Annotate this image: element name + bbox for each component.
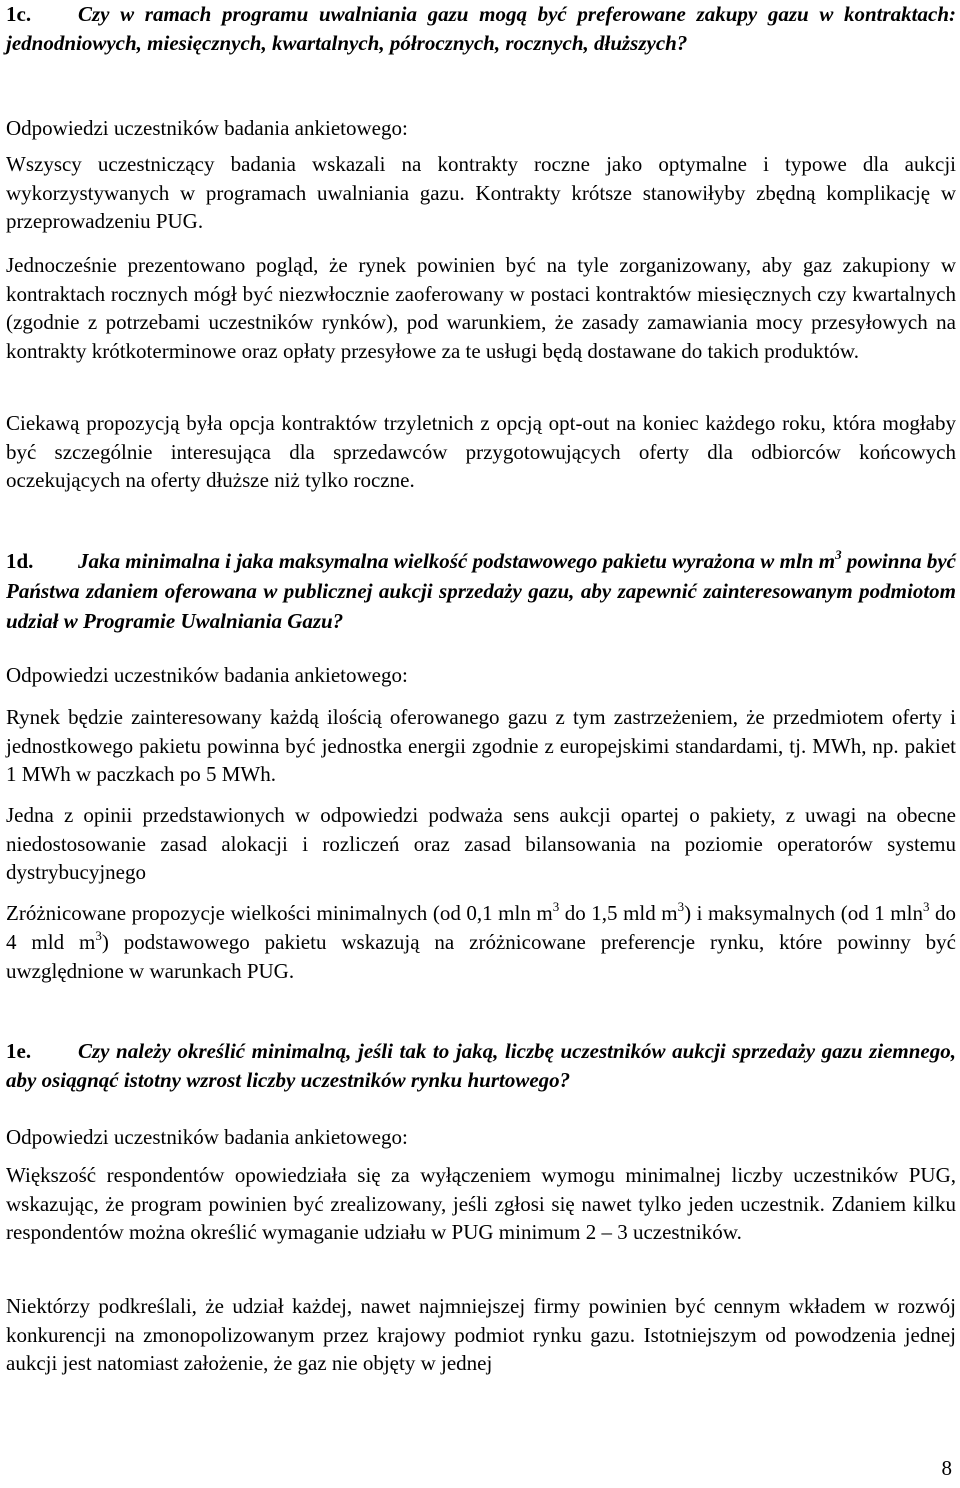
page-number: 8 [941,1456,952,1480]
question-number: 1e. [6,1039,32,1063]
answer-paragraph: Rynek będzie zainteresowany każdą ilością oferowanego gazu z tym zastrzeżeniem, że przedmiotem oferty i jednostkowego pakietu powinna być jednostka energii zgodnie z europejskimi standardami, tj. MWh, np. pakiet 1 MWh w paczkach po 5 MWh. [6,705,956,786]
answer-paragraph [6,899,956,986]
question-number: 1d. [6,549,34,573]
answer-paragraph: Jedna z opinii przedstawionych w odpowiedzi podważa sens aukcji opartej o pakiety, z uwagi na obecne niedostosowanie zasad alokacji i rozliczeń oraz zasad bilansowania na poziomie operatorów systemu dystrybucyjnego [6,803,956,884]
question-text: Czy w ramach programu uwalniania gazu mogą być preferowane zakupy gazu w kontraktach: jednodniowych, miesięcznych, kwartalnych, półrocznych, rocznych, dłuższych? [6,2,956,55]
question-text: powinna być Państwa zdaniem oferowana w publicznej aukcji sprzedaży gazu, aby zapewnić zainteresowanym podmiotom udział w Programie Uwalniania Gazu? [6,549,956,633]
answer-paragraph: Ciekawą propozycją była opcja kontraktów trzyletnich z opcją opt-out na koniec każdego roku, która mogłaby być szczególnie interesująca dla sprzedawców przygotowujących oferty dla odbiorców końcowych oczekujących na oferty dłuższe niż tylko roczne. [6,411,956,492]
question-1c [6,0,956,57]
text-run: do 1,5 mld m [559,901,678,925]
text-run: ) i maksymalnych (od 1 mln [684,901,923,925]
text-run: ) podstawowego pakietu wskazują na zróżnicowane preferencje rynku, które powinny być uwzględnione w warunkach PUG. [6,930,956,983]
answers-header: Odpowiedzi uczestników badania ankietowego: [6,663,408,687]
answer-paragraph: Jednocześnie prezentowano pogląd, że rynek powinien być na tyle zorganizowany, aby gaz zakupiony w kontraktach rocznych mógł być niezwłocznie zaoferowany w postaci kontraktów miesięcznych czy kwartalnych (zgodnie z potrzebami uczestników rynków), pod warunkiem, że zasady zamawiania mocy przesyłowych na kontrakty krótkoterminowe oraz opłaty przesyłowe za te usługi będą dostawane do takich produktów. [6,253,956,363]
superscript: 3 [677,899,685,914]
question-number: 1c. [6,2,32,26]
answer-paragraph: Niektórzy podkreślali, że udział każdej, nawet najmniejszej firmy powinien być cennym wkładem w rozwój konkurencji na zmonopolizowanym przez krajowy podmiot rynku gazu. Istotniejszym od powodzenia jednej aukcji jest natomiast założenie, że gaz nie objęty w jednej [6,1294,956,1375]
superscript: 3 [835,547,842,562]
answers-header: Odpowiedzi uczestników badania ankietowego: [6,1125,408,1149]
answers-header: Odpowiedzi uczestników badania ankietowego: [6,116,408,140]
text-run: do 4 mld m [6,901,957,954]
question-1d [6,546,956,636]
superscript: 3 [95,928,102,943]
question-text: Jaka minimalna i jaka maksymalna wielkość podstawowego pakietu wyrażona w mln m [78,549,836,573]
question-1e [6,1037,956,1094]
superscript: 3 [922,899,930,914]
text-run: Zróżnicowane propozycje wielkości minimalnych (od 0,1 mln m [6,901,553,925]
question-text: Czy należy określić minimalną, jeśli tak to jaką, liczbę uczestników aukcji sprzedaży gazu ziemnego, aby osiągnąć istotny wzrost liczby uczestników rynku hurtowego? [6,1039,956,1092]
answer-paragraph: Większość respondentów opowiedziała się za wyłączeniem wymogu minimalnej liczby uczestników PUG, wskazując, że program powinien być zrealizowany, jeśli zgłosi się nawet tylko jeden uczestnik. Zdaniem kilku respondentów można określić wymaganie udziału w PUG minimum 2 – 3 uczestników. [6,1163,956,1244]
superscript: 3 [552,899,560,914]
answer-paragraph: Wszyscy uczestniczący badania wskazali na kontrakty roczne jako optymalne i typowe dla aukcji wykorzystywanych w programach uwalniania gazu. Kontrakty krótsze stanowiłyby zbędną komplikację w przeprowadzeniu PUG. [6,152,956,233]
